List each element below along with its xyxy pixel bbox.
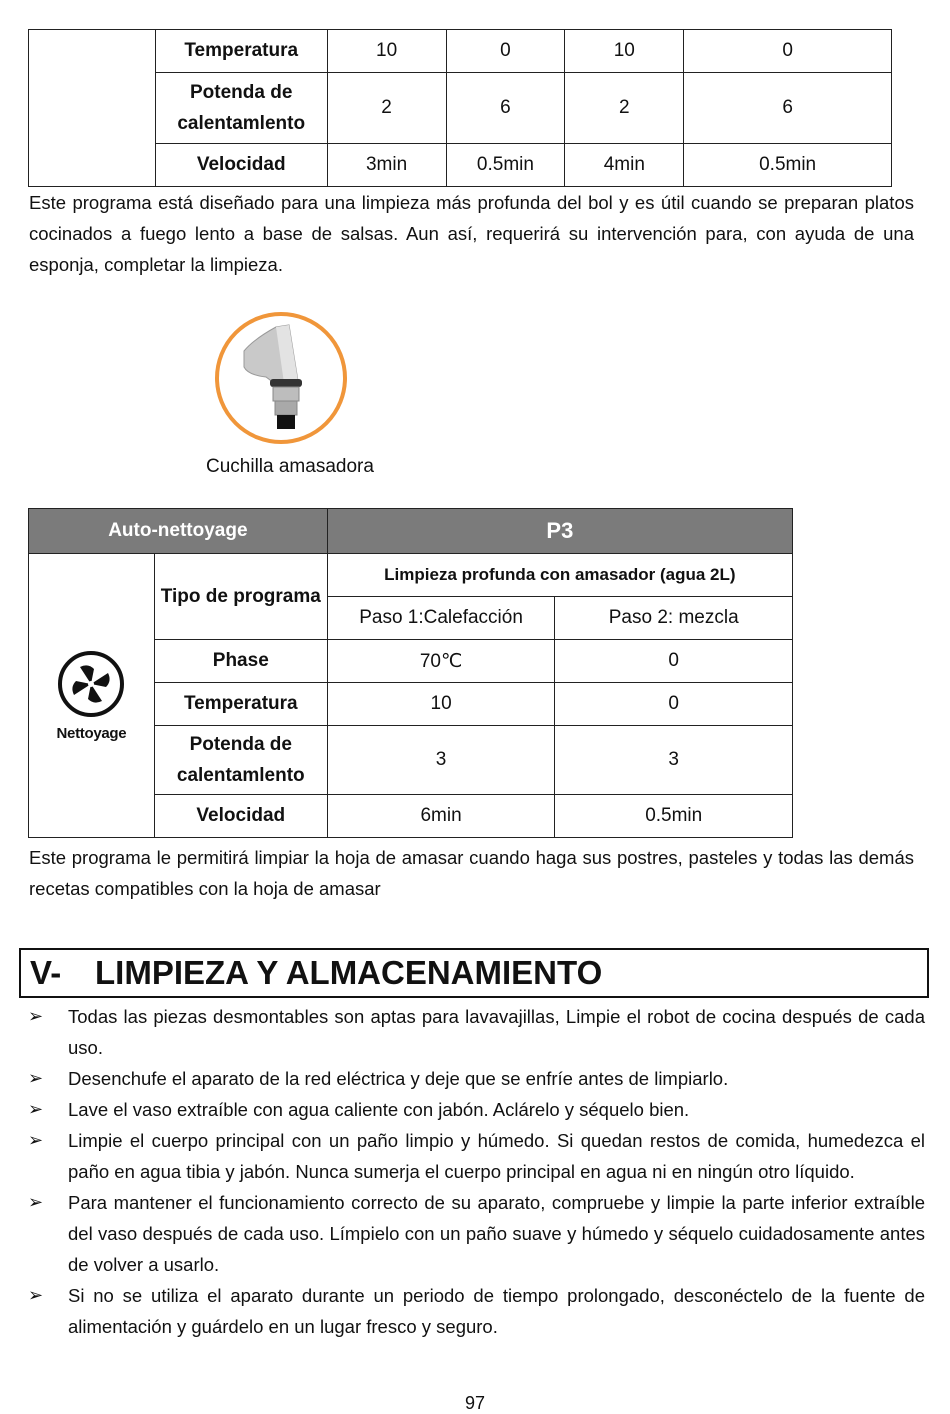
list-item [28, 1094, 925, 1125]
table-row [29, 554, 793, 597]
table-cell: 0.5min [446, 144, 565, 187]
table-cell: 0.5min [555, 795, 793, 838]
table-cell: 0.5min [684, 144, 892, 187]
table-cell: 6 [446, 73, 565, 144]
list-item [28, 1187, 925, 1280]
list-item-text: Lave el vaso extraíble con agua caliente con jabón. Aclárelo y séquelo bien. [68, 1099, 690, 1120]
table-row [29, 73, 892, 144]
row-label: Potenda de calentamlento [155, 73, 327, 144]
table-cell: 0 [555, 640, 793, 683]
header-program-code: P3 [327, 509, 792, 554]
description-paragraph: Este programa le permitirá limpiar la hoja de amasar cuando haga sus postres, pasteles y todas las demás recetas compatibles con la hoja de amasar [29, 847, 914, 899]
table-cell: 6 [684, 73, 892, 144]
table-cell: 0 [684, 30, 892, 73]
row-label: Temperatura [154, 683, 327, 726]
table-cell: 3min [327, 144, 446, 187]
table-cell: 2 [565, 73, 684, 144]
table-row [29, 30, 892, 73]
list-item-text: Desenchufe el aparato de la red eléctrica y deje que se enfríe antes de limpiarlo. [68, 1068, 729, 1089]
list-item-text: Para mantener el funcionamiento correcto de su aparato, compruebe y limpie la parte inferior extraíble del vaso después de cada uso. Límpielo con un paño suave y húmedo y séquelo cuidadosamente antes de volver a usarlo. [68, 1192, 925, 1275]
row-label: Potenda de calentamlento [154, 726, 327, 795]
table-cell: 10 [327, 30, 446, 73]
nettoyage-badge [29, 649, 154, 742]
table-cell: 0 [555, 683, 793, 726]
program-type-label: Tipo de programa [154, 554, 327, 640]
bullet-arrow-icon: ➢ [28, 1130, 44, 1150]
table-cell: 70℃ [327, 640, 555, 683]
page-number: 97 [464, 1393, 486, 1413]
list-item [28, 1063, 925, 1094]
table-cell: 2 [327, 73, 446, 144]
header-auto-nettoyage: Auto-nettoyage [29, 509, 328, 554]
table-header-row [29, 509, 793, 554]
list-item-text: Si no se utiliza el aparato durante un periodo de tiempo prolongado, desconéctelo de la fuente de alimentación y guárdelo en un lugar fresco y seguro. [68, 1285, 925, 1337]
step-1: Paso 1:Calefacción [327, 597, 555, 640]
section-number: V- [30, 954, 62, 991]
empty-cell [29, 30, 156, 187]
table-cell: 0 [446, 30, 565, 73]
bullet-arrow-icon: ➢ [28, 1285, 44, 1305]
cleaning-icon [56, 649, 126, 719]
list-item [28, 1280, 925, 1342]
list-item [28, 1125, 925, 1187]
image-caption: Cuchilla amasadora [206, 456, 374, 477]
bullet-arrow-icon: ➢ [28, 1068, 44, 1088]
kneading-blade-image [214, 311, 348, 445]
bullet-list [28, 1001, 925, 1342]
bullet-arrow-icon: ➢ [28, 1192, 44, 1212]
bullet-arrow-icon: ➢ [28, 1006, 44, 1026]
step-2: Paso 2: mezcla [555, 597, 793, 640]
table-row [29, 144, 892, 187]
program-table-p3 [28, 508, 793, 838]
row-label: Velocidad [154, 795, 327, 838]
description-paragraph: Este programa está diseñado para una limpieza más profunda del bol y es útil cuando se preparan platos cocinados a fuego lento a base de salsas. Aun así, requerirá su intervención para, con ayuda de una esponja, completar la limpieza. [29, 192, 914, 275]
row-label: Phase [154, 640, 327, 683]
icon-cell [29, 554, 155, 838]
table-cell: 3 [327, 726, 555, 795]
bullet-arrow-icon: ➢ [28, 1099, 44, 1119]
list-item-text: Todas las piezas desmontables son aptas para lavavajillas, Limpie el robot de cocina después de cada uso. [68, 1006, 925, 1058]
row-label: Temperatura [155, 30, 327, 73]
program-table-top [28, 29, 892, 187]
table-cell: 3 [555, 726, 793, 795]
row-label: Velocidad [155, 144, 327, 187]
nettoyage-label: Nettoyage [56, 725, 127, 742]
table-cell: 4min [565, 144, 684, 187]
list-item [28, 1001, 925, 1063]
table-cell: 10 [327, 683, 555, 726]
section-heading [19, 948, 929, 998]
section-title: LIMPIEZA Y ALMACENAMIENTO [95, 954, 603, 991]
list-item-text: Limpie el cuerpo principal con un paño limpio y húmedo. Si quedan restos de comida, humedezca el paño en agua tibia y jabón. Nunca sumerja el cuerpo principal en agua ni en ningún otro líquido. [68, 1130, 925, 1182]
table-cell: 6min [327, 795, 555, 838]
table-cell: 10 [565, 30, 684, 73]
program-name: Limpieza profunda con amasador (agua 2L) [327, 554, 792, 597]
